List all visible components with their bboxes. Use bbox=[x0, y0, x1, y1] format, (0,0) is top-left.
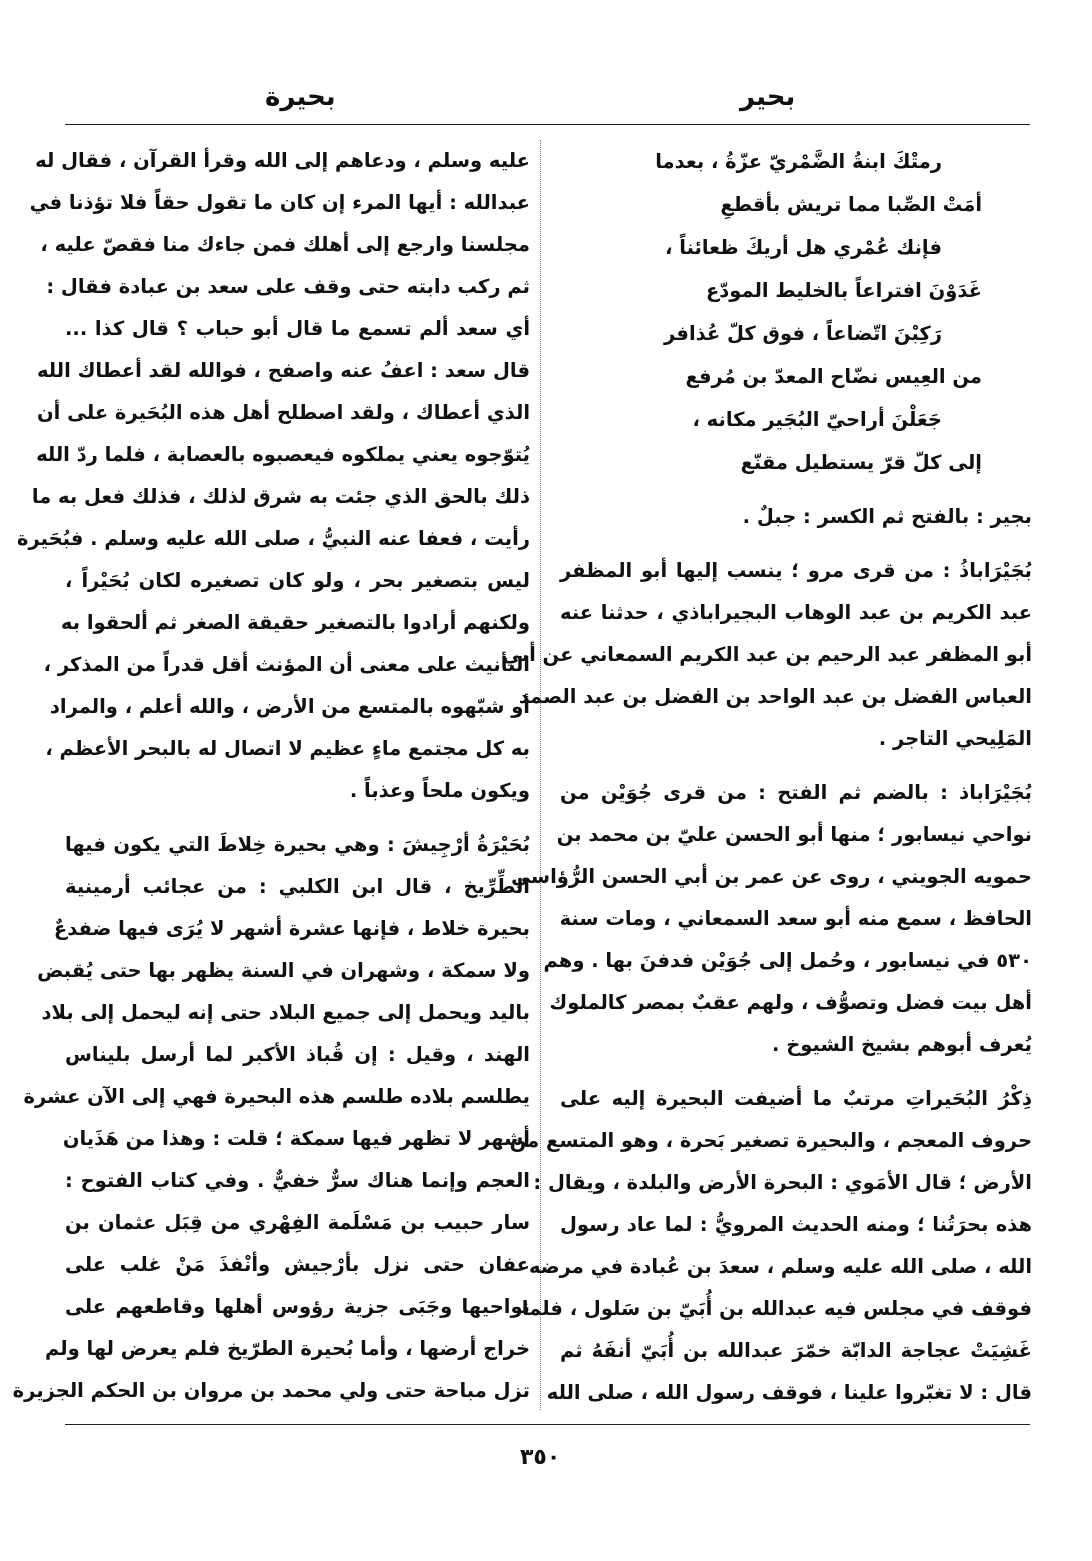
text-line: خراج أرضها ، وأما بُحيرة الطرّيخ فلم يعرض لها ولم bbox=[44, 1337, 530, 1360]
right-paragraphs bbox=[502, 496, 1032, 1414]
poem-line: من العِيس نضّاح المعدّ بن مُرفع bbox=[685, 365, 982, 388]
text-line: رأيت ، فعفا عنه النبيُّ ، صلى الله عليه وسلم . فبُحَيرة bbox=[17, 527, 530, 550]
text-line: الطِّرِّيخ ، قال ابن الكلبي : من عجائب أرمينية bbox=[65, 875, 530, 898]
text-line: يُتوّجوه يعني يملكوه فيعصبوه بالعصابة ، فلما ردّ الله bbox=[36, 443, 530, 466]
text-line: سار حبيب بن مَسْلَمة الفِهْري من قِبَل عثمان بن bbox=[65, 1211, 530, 1234]
paragraph bbox=[12, 824, 530, 1412]
text-line: مجلسنا وارجع إلى أهلك فمن جاءك منا فقصّ عليه ، bbox=[40, 233, 530, 256]
text-line: العجم وإنما هناك سرٌّ خفيٌّ . وفي كتاب الفتوح : bbox=[65, 1169, 530, 1192]
paragraph bbox=[511, 772, 1032, 1066]
text-line: بحيرة خلاط ، فإنها عشرة أشهر لا يُرَى فيها ضفدعٌ bbox=[53, 917, 530, 940]
text-line: عبدالله : أيها المرء إن كان ما تقول حقاً فلا تؤذنا في bbox=[29, 191, 530, 214]
text-line: قال : لا تغبّروا علينا ، فوقف رسول الله ، صلى الله bbox=[546, 1381, 1032, 1404]
text-line: الأرض ؛ قال الأمَوي : البحرة الأرض والبلدة ، ويقال : bbox=[533, 1171, 1032, 1194]
poem-line: جَعَلْنَ أراحيّ البُجَير مكانه ، bbox=[692, 408, 942, 431]
poem-line: رَكِبْنَ اتّضاعاً ، فوق كلّ عُذافر bbox=[664, 322, 942, 345]
running-header-right: بحير bbox=[740, 82, 796, 112]
text-line: أشهر لا تظهر فيها سمكة ؛ قلت : وهذا من هَذَيان bbox=[62, 1127, 530, 1150]
poem-line: فإنك عُمْري هل أريكَ ظعائناً ، bbox=[665, 236, 942, 259]
poem bbox=[560, 140, 1032, 484]
text-line: فوقف في مجلس فيه عبدالله بن أُبَيّ بن سَلول ، فلما bbox=[521, 1297, 1032, 1320]
page-number: ٣٥٠ bbox=[520, 1445, 561, 1470]
text-line: الله ، صلى الله عليه وسلم ، سعدَ بن عُبادة في مرضه bbox=[528, 1255, 1032, 1278]
text-line: غَشِيَتْ عجاجة الدابّة خمّرَ عبدالله بن أُبَيّ أنفَهُ ثم bbox=[560, 1339, 1032, 1362]
paragraph bbox=[509, 1078, 1032, 1414]
text-line: به كل مجتمع ماءٍ عظيم لا اتصال له بالبحر الأعظم ، bbox=[45, 737, 530, 760]
text-line: التأنيث على معنى أن المؤنث أقل قدراً من المذكر ، bbox=[43, 653, 530, 676]
text-line: نواحي نيسابور ؛ منها أبو الحسن عليّ بن محمد بن bbox=[556, 823, 1032, 846]
text-line: حروف المعجم ، والبحيرة تصغير بَحرة ، وهو المتسع من bbox=[509, 1129, 1032, 1152]
bottom-rule bbox=[65, 1424, 1030, 1425]
text-line: عبد الكريم بن عبد الوهاب البجيراباذي ، حدثنا عنه bbox=[560, 601, 1032, 624]
text-line: ويكون ملحاً وعذباً . bbox=[349, 779, 530, 802]
right-column bbox=[502, 140, 1032, 1426]
running-header-left: بحيرة bbox=[265, 82, 336, 112]
text-line: الحافظ ، سمع منه أبو سعد السمعاني ، ومات سنة bbox=[559, 907, 1032, 930]
text-line: الذي أعطاك ، ولقد اصطلح أهل هذه البُحَيرة على أن bbox=[37, 401, 530, 424]
text-line: ثم ركب دابته حتى وقف على سعد بن عبادة فقال : bbox=[46, 275, 530, 298]
text-line: بجير : بالفتح ثم الكسر : جبلٌ . bbox=[742, 505, 1032, 528]
text-line: ولا سمكة ، وشهران في السنة يظهر بها حتى يُقبض bbox=[37, 959, 530, 982]
text-line: ٥٣٠ في نيسابور ، وحُمل إلى جُوَيْن فدفنَ بها . وهم bbox=[543, 949, 1032, 972]
text-line: تزل مباحة حتى ولي محمد بن مروان بن الحكم الجزيرة bbox=[12, 1379, 530, 1402]
text-line: الهند ، وقيل : إن قُباذ الأكبر لما أرسل بليناس bbox=[65, 1043, 530, 1066]
paragraph bbox=[560, 496, 1032, 538]
text-line: أهل بيت فضل وتصوُّف ، ولهم عقبٌ بمصر كالملوك bbox=[549, 991, 1032, 1014]
text-line: عفان حتى نزل بأرْجيش وأنْفذَ مَنْ غلب على bbox=[65, 1253, 530, 1276]
text-line: العباس الفضل بن عبد الواحد بن الفضل بن عبد الصمد bbox=[518, 685, 1032, 708]
text-line: ليس بتصغير بحر ، ولو كان تصغيره لكان بُحَيْراً ، bbox=[65, 569, 530, 592]
text-line: بُحَيْرَةُ أرْجِيشَ : وهي بحيرة خِلاطَ التي يكون فيها bbox=[65, 833, 530, 856]
text-line: أبو المظفر عبد الرحيم بن عبد الكريم السمعاني عن أبي bbox=[502, 643, 1032, 666]
left-column bbox=[12, 140, 530, 1424]
poem-line: أمَتْ الصِّبا مما تريش بأقطعِ bbox=[720, 193, 982, 216]
text-line: أي سعد ألم تسمع ما قال أبو حباب ؟ قال كذا ... bbox=[65, 317, 530, 340]
top-rule bbox=[65, 124, 1030, 125]
text-line: قال سعد : اعفُ عنه واصفح ، فوالله لقد أعطاك الله bbox=[36, 359, 530, 382]
text-line: يطلسم بلاده طلسم هذه البحيرة فهي إلى الآن عشرة bbox=[23, 1085, 530, 1108]
text-line: ذلك بالحق الذي جئت به شرق لذلك ، فذلك فعل به ما bbox=[31, 485, 530, 508]
poem-line: رمتْكَ ابنةُ الضَّمْريّ عزّةُ ، بعدما bbox=[655, 150, 942, 173]
text-line: أو شبّهوه بالمتسع من الأرض ، والله أعلم ، والمراد bbox=[49, 695, 530, 718]
text-line: هذه بحرَتُنا ؛ ومنه الحديث المرويُّ : لما عاد رسول bbox=[560, 1213, 1032, 1236]
text-line: يُعرف أبوهم بشيخ الشيوخ . bbox=[772, 1033, 1032, 1056]
text-line: ذِكْرُ البُحَيراتِ مرتبٌ ما أضيفت البحيرة إليه على bbox=[560, 1087, 1032, 1110]
poem-line: غَدَوْنَ افتراعاً بالخليط المودّع bbox=[705, 279, 982, 302]
text-line: نواحيها وجَبَى جزية رؤوس أهلها وقاطعهم على bbox=[65, 1295, 530, 1318]
paragraph bbox=[502, 550, 1032, 760]
text-line: حمويه الجويني ، روى عن عمر بن أبي الحسن الرُّؤاسي bbox=[511, 865, 1032, 888]
poem-line: إلى كلّ قرّ يستطيل مقنّع bbox=[740, 451, 982, 474]
text-line: ولكنهم أرادوا بالتصغير حقيقة الصغر ثم ألحقوا به bbox=[60, 611, 530, 634]
paragraph bbox=[17, 140, 530, 812]
left-paragraphs bbox=[12, 140, 530, 1412]
column-separator bbox=[540, 140, 541, 1410]
text-line: بُجَيْرَاباذُ : من قرى مرو ؛ ينسب إليها أبو المظفر bbox=[560, 559, 1032, 582]
text-line: بُجَيْرَاباذ : بالضم ثم الفتح : من قرى جُوَيْن من bbox=[560, 781, 1032, 804]
text-line: باليد ويحمل إلى جميع البلاد حتى إنه ليحمل إلى بلاد bbox=[41, 1001, 530, 1024]
text-line: المَلِيحي التاجر . bbox=[878, 727, 1032, 750]
text-line: عليه وسلم ، ودعاهم إلى الله وقرأ القرآن ، فقال له bbox=[35, 149, 530, 172]
